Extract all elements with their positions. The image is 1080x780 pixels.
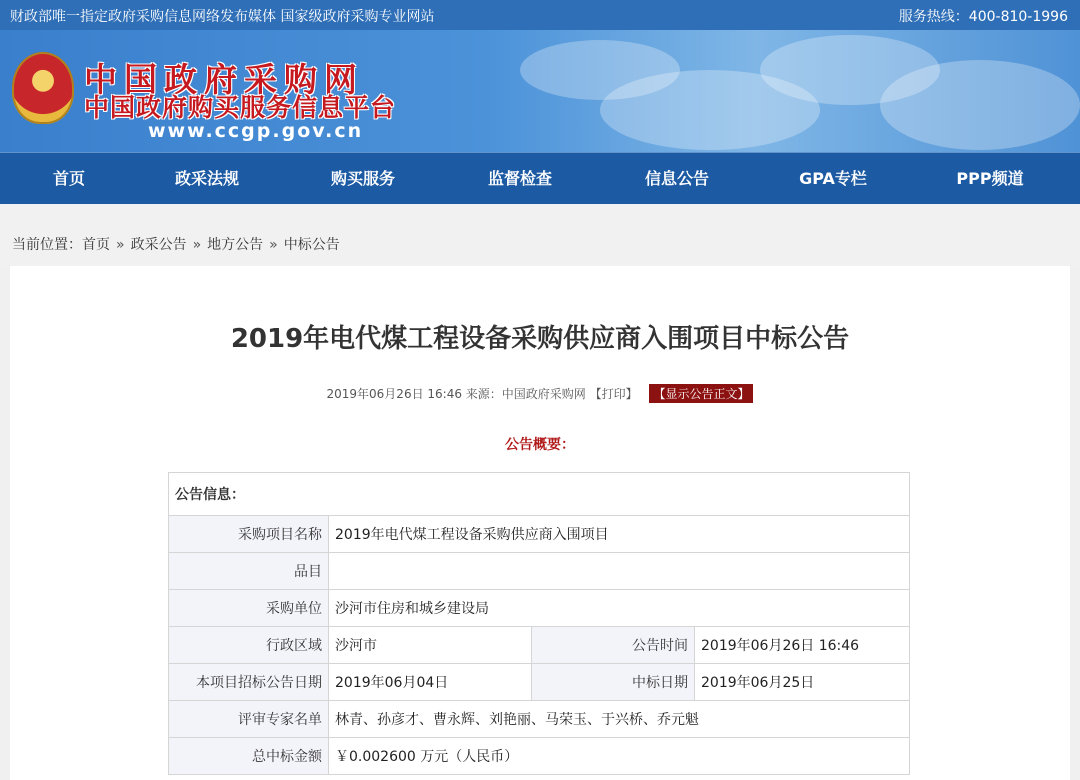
site-logo-title[interactable]: 中国政府采购网 [84, 60, 364, 99]
award-date-label: 中标日期 [532, 664, 695, 701]
nav-purchase-services[interactable]: 购买服务 [330, 169, 395, 188]
project-name-label: 采购项目名称 [169, 516, 329, 553]
print-link[interactable]: 【打印】 [589, 387, 638, 401]
table-row [169, 553, 910, 590]
award-date-value: 2019年06月25日 [695, 664, 910, 701]
breadcrumb-separator: » [116, 237, 125, 253]
publish-time-value: 2019年06月26日 16:46 [695, 627, 910, 664]
summary-heading: 公告概要： [505, 437, 575, 453]
table-row [169, 590, 910, 627]
nav-regulations[interactable]: 政采法规 [174, 169, 239, 188]
tender-date-label: 本项目招标公告日期 [169, 664, 329, 701]
site-banner [0, 30, 1080, 152]
nav-supervision[interactable]: 监督检查 [487, 169, 552, 188]
site-logo-subtitle: 中国政府购买服务信息平台 [84, 93, 397, 122]
publish-time-label: 公告时间 [532, 627, 695, 664]
nav-ppp[interactable]: PPP频道 [956, 169, 1024, 188]
main-nav [0, 152, 1080, 205]
breadcrumb-label: 当前位置： [12, 237, 82, 253]
breadcrumb-award-notices[interactable]: 中标公告 [283, 237, 340, 253]
region-value: 沙河市 [329, 627, 532, 664]
table-row [169, 664, 910, 701]
breadcrumb-separator: » [269, 237, 278, 253]
category-label: 品目 [169, 553, 329, 590]
nav-gpa[interactable]: GPA专栏 [799, 169, 867, 188]
article-content [10, 266, 1070, 780]
national-emblem-icon [12, 52, 74, 124]
table-row [169, 516, 910, 553]
article-date-source: 2019年06月26日 16:46 来源：中国政府采购网 [326, 387, 586, 401]
breadcrumb-procurement-notices[interactable]: 政采公告 [130, 237, 187, 253]
tender-date-value: 2019年06月04日 [329, 664, 532, 701]
experts-value: 林青、孙彦才、曹永辉、刘艳丽、马荣玉、于兴桥、乔元魁 [329, 701, 910, 738]
project-name-value: 2019年电代煤工程设备采购供应商入围项目 [329, 516, 910, 553]
experts-label: 评审专家名单 [169, 701, 329, 738]
purchaser-value: 沙河市住房和城乡建设局 [329, 590, 910, 627]
total-amount-label: 总中标金额 [169, 738, 329, 775]
table-row [169, 701, 910, 738]
category-value [329, 553, 910, 590]
total-amount-value: ￥0.002600 万元（人民币） [329, 738, 910, 775]
announcement-info-table [168, 472, 910, 775]
table-row [169, 627, 910, 664]
nav-announcements[interactable]: 信息公告 [644, 169, 709, 188]
article-meta [10, 384, 1070, 403]
article-title: 2019年电代煤工程设备采购供应商入围项目中标公告 [230, 324, 850, 354]
breadcrumb-local-notices[interactable]: 地方公告 [207, 237, 264, 253]
top-info-bar [0, 0, 1080, 30]
breadcrumb [0, 204, 1080, 266]
breadcrumb-home[interactable]: 首页 [82, 237, 110, 253]
table-row [169, 738, 910, 775]
purchaser-label: 采购单位 [169, 590, 329, 627]
site-logo-url: www.ccgp.gov.cn [148, 120, 364, 142]
service-hotline: 服务热线：400-810-1996 [898, 9, 1068, 25]
nav-home[interactable]: 首页 [52, 169, 85, 188]
breadcrumb-separator: » [192, 237, 202, 253]
table-row [169, 473, 910, 516]
site-slogan: 财政部唯一指定政府采购信息网络发布媒体 国家级政府采购专业网站 [10, 9, 435, 25]
show-full-text-button[interactable]: 【显示公告正文】 [649, 384, 753, 403]
info-table-heading: 公告信息： [169, 473, 910, 516]
region-label: 行政区域 [169, 627, 329, 664]
